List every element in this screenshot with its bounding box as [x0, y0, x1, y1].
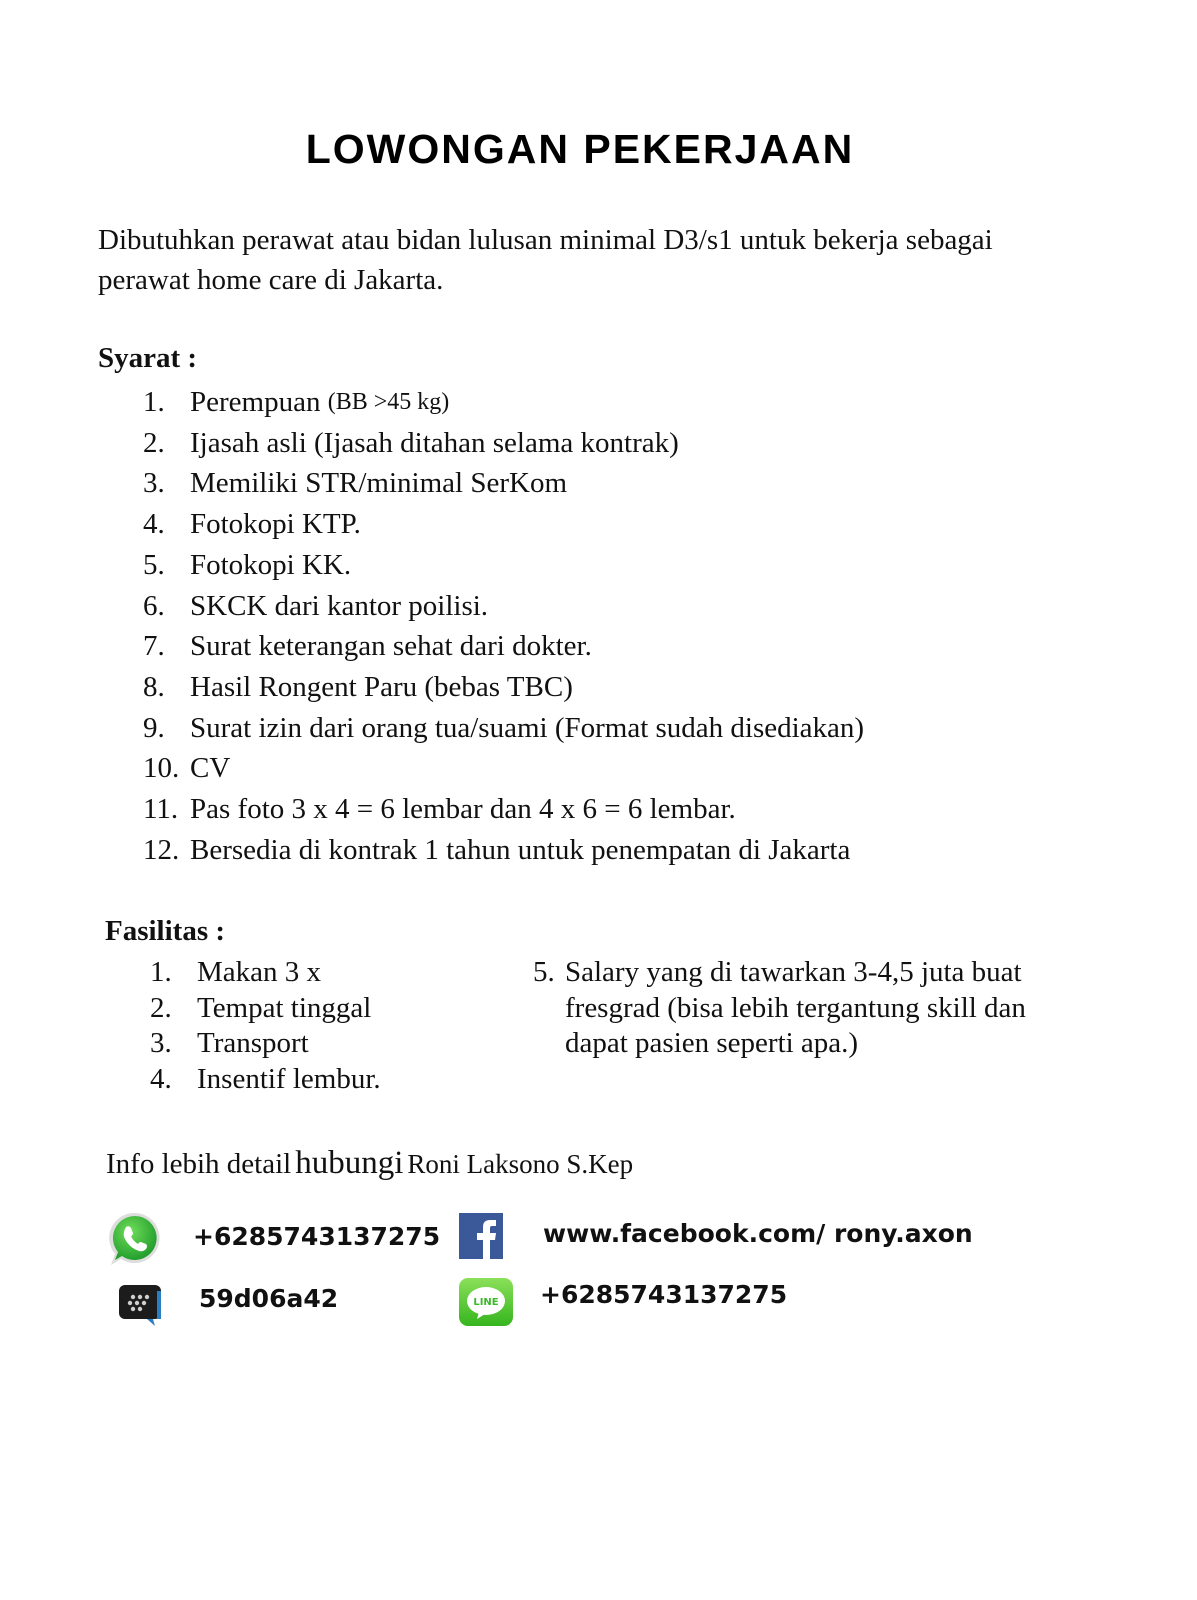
item-number: 8. [143, 670, 165, 703]
item-number: 3. [150, 1027, 172, 1059]
page-title: LOWONGAN PEKERJAAN [305, 126, 855, 172]
item-text: Insentif lembur. [197, 1062, 381, 1095]
list-item [143, 382, 864, 423]
item-text: Makan 3 x [197, 956, 322, 988]
item-number: 5. [533, 956, 555, 988]
item-number: 2. [150, 991, 172, 1024]
item-text: Fotokopi KTP. [190, 508, 361, 541]
info-label: Info lebih detail [106, 1148, 292, 1180]
list-item [150, 1026, 381, 1062]
fasilitas-heading: Fasilitas : [105, 915, 226, 947]
item-text: Memiliki STR/minimal SerKom [190, 467, 567, 500]
item-text: Surat izin dari orang tua/suami (Format sudah disediakan) [190, 711, 865, 744]
line-icon [459, 1278, 513, 1331]
list-item [143, 789, 864, 830]
item-text: Fotokopi KK. [190, 548, 352, 581]
list-item [143, 545, 864, 586]
item-number: 1. [150, 956, 172, 988]
item-number: 9. [143, 711, 165, 744]
item-text: Salary yang di tawarkan 3-4,5 juta buat fresgrad (bisa lebih tergantung skill dan dapat pasien seperti apa.) [565, 956, 1026, 1059]
list-item [143, 708, 864, 749]
list-item [143, 586, 864, 627]
list-item [150, 1062, 381, 1098]
bbm-icon [117, 1283, 163, 1332]
bbm-value: 59d06a42 [199, 1284, 339, 1313]
svg-text:LINE: LINE [473, 1297, 499, 1308]
item-number: 2. [143, 426, 165, 459]
item-text: CV [190, 752, 231, 785]
hubungi-label: hubungi [295, 1145, 404, 1181]
item-text: SKCK dari kantor poilisi. [190, 589, 489, 622]
item-number: 10. [143, 752, 180, 785]
item-text: Tempat tinggal [197, 991, 372, 1024]
list-item [143, 463, 864, 504]
item-text: Perempuan [190, 386, 321, 418]
list-item [150, 991, 381, 1027]
bbm-pin [199, 1284, 338, 1313]
list-item [143, 626, 864, 667]
list-item [143, 504, 864, 545]
item-text: Bersedia di kontrak 1 tahun untuk penempatan di Jakarta [190, 833, 851, 866]
facebook-link[interactable] [543, 1219, 973, 1248]
item-number: 6. [143, 589, 165, 622]
line-value: +6285743137275 [540, 1280, 788, 1309]
syarat-list [143, 382, 864, 870]
item-number: 7. [143, 630, 165, 663]
item-text: Hasil Rongent Paru (bebas TBC) [190, 670, 573, 703]
fasilitas-list [150, 955, 381, 1097]
item-text: Surat keterangan sehat dari dokter. [190, 630, 592, 663]
item-number: 4. [143, 508, 165, 541]
list-item [150, 955, 381, 991]
item-text: Pas foto 3 x 4 = 6 lembar dan 4 x 6 = 6 lembar. [190, 793, 736, 826]
item-number: 11. [143, 793, 179, 826]
intro-paragraph: Dibutuhkan perawat atau bidan lulusan minimal D3/s1 untuk bekerja sebagai perawat home care di Jakarta. [98, 224, 993, 296]
contact-name: Roni Laksono S.Kep [407, 1149, 634, 1179]
list-item [143, 830, 864, 871]
item-note: (BB >45 kg) [327, 389, 450, 415]
list-item [143, 423, 864, 464]
facebook-icon [459, 1213, 503, 1264]
item-number: 4. [150, 1062, 172, 1095]
list-item [143, 667, 864, 708]
item-text: Transport [197, 1027, 309, 1059]
whatsapp-icon [106, 1210, 164, 1273]
syarat-heading: Syarat : [98, 342, 198, 374]
contact-line [106, 1145, 633, 1182]
item-number: 5. [143, 548, 165, 581]
salary-item [533, 955, 1073, 1062]
facebook-value[interactable]: www.facebook.com/ rony.axon [543, 1219, 973, 1248]
item-number: 12. [143, 833, 180, 866]
whatsapp-number [193, 1222, 440, 1251]
item-text: Ijasah asli (Ijasah ditahan selama kontrak) [190, 426, 679, 459]
list-item [143, 748, 864, 789]
item-number: 3. [143, 467, 165, 500]
whatsapp-value: +6285743137275 [193, 1222, 441, 1251]
item-number: 1. [143, 386, 165, 418]
line-id [540, 1280, 787, 1309]
